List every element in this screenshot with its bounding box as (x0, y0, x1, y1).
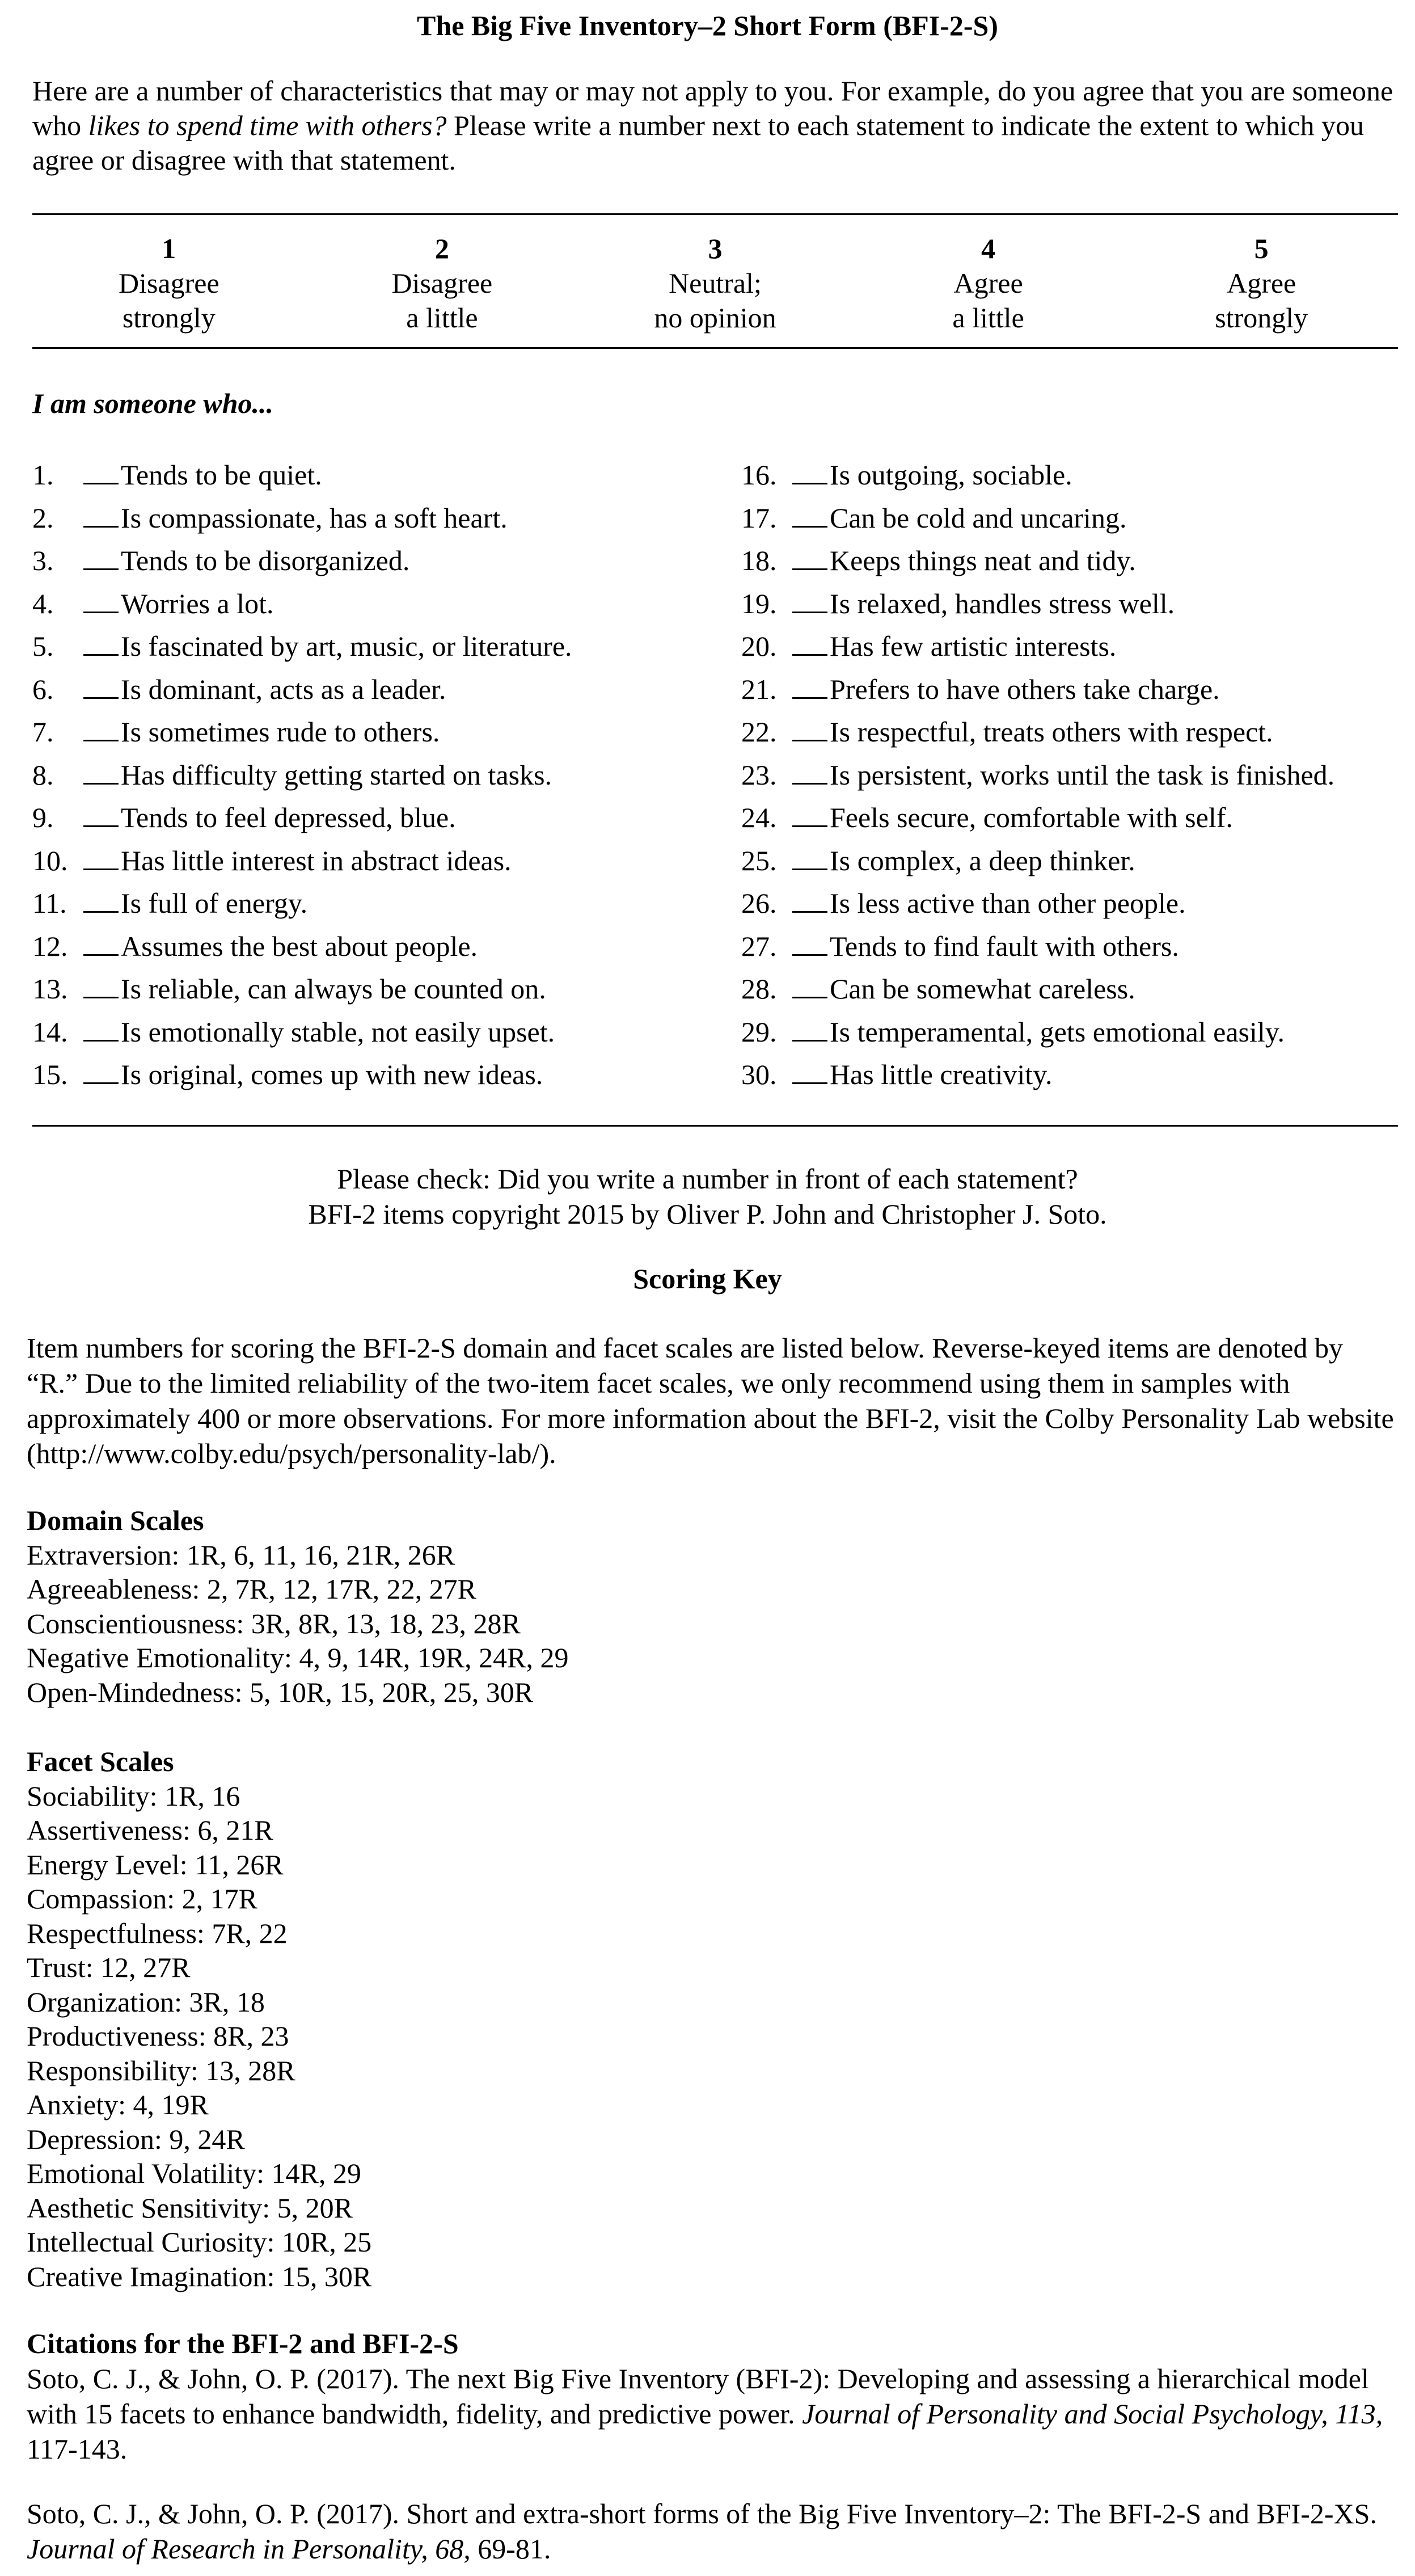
instructions: Here are a number of characteristics that may or may not apply to you. For example, do you agree that you are someone who likes to spend time with others? Please write a number next to each statement to indicate the extent to which you agree or disagree with that statement. (32, 75, 1393, 176)
answer-blank (792, 857, 827, 870)
list-item[interactable]: 18. Keeps things neat and tidy. (741, 545, 1136, 576)
page-title: The Big Five Inventory–2 Short Form (BFI-2-S) (417, 10, 998, 41)
citations-heading: Citations for the BFI-2 and BFI-2-S (27, 2328, 459, 2359)
answer-blank (83, 643, 119, 656)
answer-blank (83, 814, 119, 827)
list-item[interactable]: 30. Has little creativity. (741, 1059, 1053, 1090)
item-stem: I am someone who... (32, 387, 274, 419)
scale-option-3: 3 Neutral; no opinion (654, 233, 776, 334)
list-item[interactable]: 12. Assumes the best about people. (32, 930, 478, 962)
answer-blank (83, 900, 119, 913)
list-item[interactable]: 2. Is compassionate, has a soft heart. (32, 501, 508, 534)
answer-blank (83, 1028, 119, 1042)
list-item[interactable]: 4. Worries a lot. (32, 587, 274, 619)
items-left-column (32, 454, 572, 1097)
facet-scale: Respectfulness: 7R, 22 (27, 1917, 288, 1949)
scoring-key-heading: Scoring Key (633, 1263, 782, 1295)
divider-items-bottom (32, 1125, 1398, 1127)
list-item[interactable]: 19. Is relaxed, handles stress well. (741, 587, 1175, 619)
divider-scale-bottom (32, 347, 1398, 349)
list-item[interactable]: 16. Is outgoing, sociable. (741, 459, 1072, 491)
facet-scale: Productiveness: 8R, 23 (27, 2020, 289, 2052)
list-item[interactable]: 27. Tends to find fault with others. (741, 930, 1179, 962)
domain-scale: Open-Mindedness: 5, 10R, 15, 20R, 25, 30R (27, 1676, 534, 1708)
list-item[interactable]: 13. Is reliable, can always be counted on. (32, 973, 546, 1005)
facet-scale: Emotional Volatility: 14R, 29 (27, 2157, 361, 2189)
answer-blank (792, 1071, 827, 1084)
list-item[interactable]: 25. Is complex, a deep thinker. (741, 844, 1135, 876)
list-item[interactable]: 7. Is sometimes rude to others. (32, 716, 440, 748)
list-item[interactable]: 29. Is temperamental, gets emotional easily. (741, 1015, 1285, 1048)
answer-blank (83, 857, 119, 870)
scale-option-1: 1 Disagree strongly (118, 233, 219, 334)
facet-scales (27, 1744, 371, 2293)
facet-scale: Sociability: 1R, 16 (27, 1780, 240, 1812)
domain-scale: Agreeableness: 2, 7R, 12, 17R, 22, 27R (27, 1573, 476, 1605)
list-item[interactable]: 23. Is persistent, works until the task is finished. (741, 758, 1335, 791)
answer-blank (792, 600, 827, 613)
answer-blank (792, 557, 827, 570)
answer-blank (792, 471, 827, 484)
facet-scale: Compassion: 2, 17R (27, 1883, 257, 1915)
answer-blank (792, 686, 827, 699)
list-item[interactable]: 5. Is fascinated by art, music, or literature. (32, 630, 572, 662)
items-right-column (741, 454, 1334, 1097)
scale-option-4: 4 Agree a little (952, 233, 1024, 334)
facet-scale: Responsibility: 13, 28R (27, 2054, 295, 2086)
answer-blank (83, 943, 119, 956)
answer-blank (792, 728, 827, 741)
list-item[interactable]: 21. Prefers to have others take charge. (741, 673, 1220, 705)
scoring-intro: Item numbers for scoring the BFI-2-S domain and facet scales are listed below. Reverse-keyed items are denoted by “R.” Due to the limited reliability of the two-item facet scales, we only recommend using them in samples with approximately 400 or more observations. For more information about the BFI-2, visit the Colby Personality Lab website (http://www.colby.edu/psych/personality-lab/). (27, 1332, 1394, 1469)
list-item[interactable]: 24. Feels secure, comfortable with self. (741, 802, 1233, 833)
facet-scale: Trust: 12, 27R (27, 1951, 191, 1983)
list-item[interactable]: 11. Is full of energy. (32, 887, 308, 919)
list-item[interactable]: 10. Has little interest in abstract ideas. (32, 844, 512, 876)
facet-scales-heading: Facet Scales (27, 1746, 174, 1777)
answer-blank (792, 943, 827, 956)
divider-top (32, 213, 1398, 215)
facet-scale: Aesthetic Sensitivity: 5, 20R (27, 2191, 353, 2224)
scale-option-2: 2 Disagree a little (391, 233, 493, 334)
answer-blank (83, 557, 119, 570)
list-item[interactable]: 15. Is original, comes up with new ideas. (32, 1059, 543, 1090)
list-item[interactable]: 26. Is less active than other people. (741, 887, 1186, 919)
answer-blank (83, 728, 119, 741)
citation-1: Soto, C. J., & John, O. P. (2017). The next Big Five Inventory (BFI-2): Developing and assessing a hierarchical model with 15 facets to enhance bandwidth, fidelity, and predictive power. Journal of Personality and Social Psychology, 113, 117-143. (27, 2363, 1383, 2465)
list-item[interactable]: 17. Can be cold and uncaring. (741, 501, 1127, 534)
copyright-note: BFI-2 items copyright 2015 by Oliver P. John and Christopher J. Soto. (308, 1198, 1107, 1230)
list-item[interactable]: 9. Tends to feel depressed, blue. (32, 802, 456, 833)
answer-blank (83, 600, 119, 613)
answer-blank (83, 771, 119, 785)
scale-option-5: 5 Agree strongly (1215, 233, 1308, 334)
answer-blank (83, 985, 119, 998)
facet-scale: Intellectual Curiosity: 10R, 25 (27, 2226, 372, 2258)
answer-blank (792, 771, 827, 785)
answer-blank (83, 686, 119, 699)
facet-scale: Creative Imagination: 15, 30R (27, 2260, 372, 2292)
answer-blank (792, 515, 827, 528)
answer-blank (83, 515, 119, 528)
citation-2: Soto, C. J., & John, O. P. (2017). Short and extra-short forms of the Big Five Inventory–2: The BFI-2-S and BFI-2-XS. Journal of Research in Personality, 68, 69-81. (27, 2498, 1377, 2565)
domain-scale: Conscientiousness: 3R, 8R, 13, 18, 23, 28R (27, 1607, 521, 1639)
answer-blank (792, 814, 827, 827)
response-scale (32, 231, 1398, 335)
list-item[interactable]: 20. Has few artistic interests. (741, 630, 1117, 662)
answer-blank (792, 643, 827, 656)
domain-scale: Negative Emotionality: 4, 9, 14R, 19R, 24R, 29 (27, 1642, 569, 1673)
answer-blank (792, 900, 827, 913)
answer-blank (83, 471, 119, 484)
citations (27, 2326, 1388, 2467)
facet-scale: Depression: 9, 24R (27, 2123, 245, 2155)
domain-scale: Extraversion: 1R, 6, 11, 16, 21R, 26R (27, 1538, 455, 1571)
list-item[interactable]: 3. Tends to be disorganized. (32, 545, 410, 576)
facet-scale: Organization: 3R, 18 (27, 1985, 265, 2018)
answer-blank (83, 1071, 119, 1084)
facet-scale: Energy Level: 11, 26R (27, 1848, 284, 1881)
list-item[interactable]: 28. Can be somewhat careless. (741, 973, 1135, 1005)
list-item[interactable]: 6. Is dominant, acts as a leader. (32, 673, 446, 705)
domain-scales (27, 1503, 569, 1709)
list-item[interactable]: 8. Has difficulty getting started on tasks. (32, 758, 552, 791)
domain-scales-heading: Domain Scales (27, 1504, 204, 1536)
check-note: Please check: Did you write a number in front of each statement? (337, 1163, 1078, 1195)
list-item[interactable]: 22. Is respectful, treats others with respect. (741, 716, 1273, 748)
facet-scale: Assertiveness: 6, 21R (27, 1814, 273, 1846)
list-item[interactable]: 1. Tends to be quiet. (32, 459, 322, 491)
list-item[interactable]: 14. Is emotionally stable, not easily upset. (32, 1015, 555, 1048)
answer-blank (792, 985, 827, 998)
facet-scale: Anxiety: 4, 19R (27, 2089, 209, 2120)
answer-blank (792, 1028, 827, 1042)
